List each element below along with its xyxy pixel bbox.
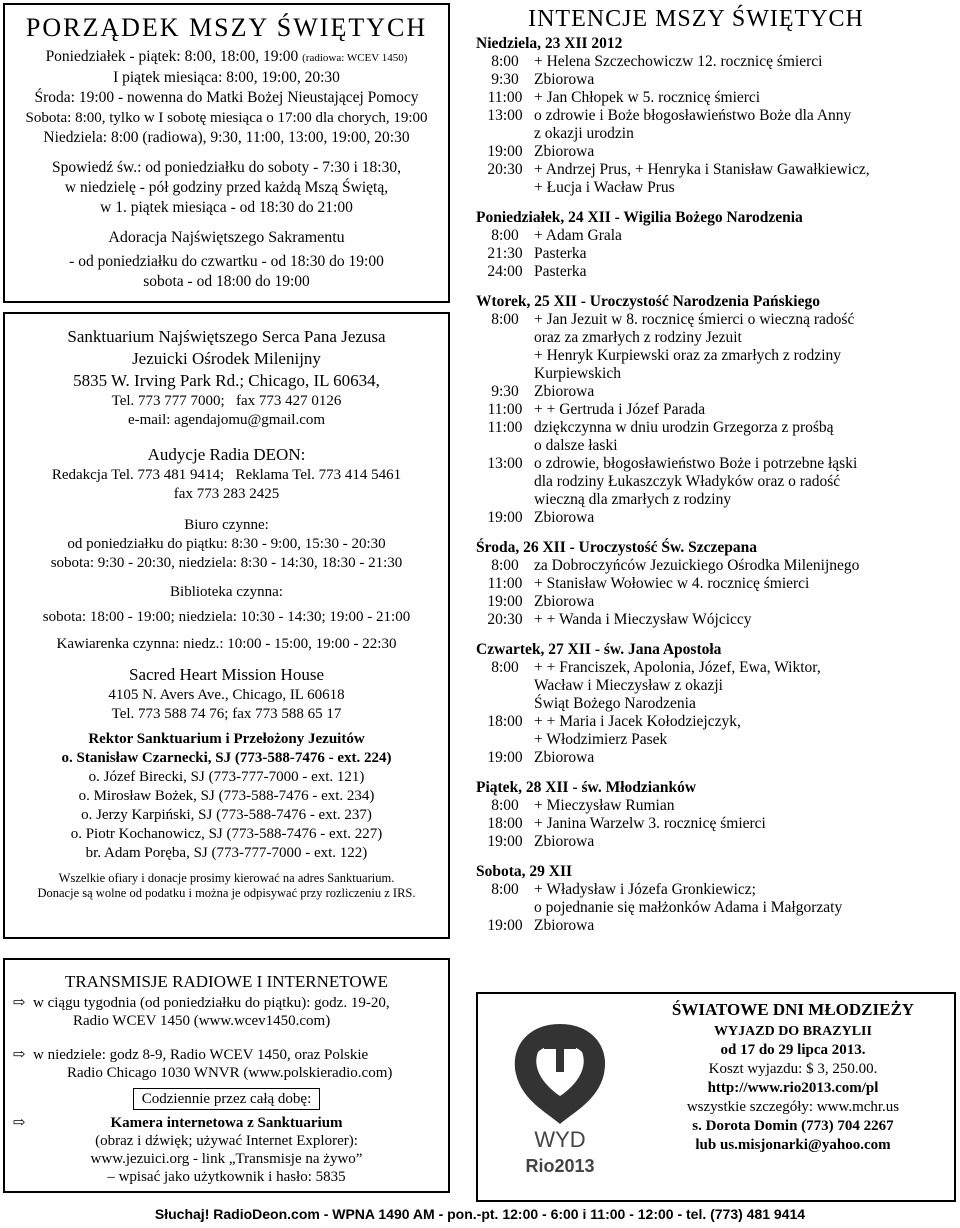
- intention-time: 19:00: [487, 917, 523, 934]
- weekday-text: [33, 994, 390, 1030]
- confession-line: w niedzielę - pół godziny przed każdą Mszą Świętą,: [64, 179, 389, 196]
- priest: br. Adam Poręba, SJ (773-777-7000 - ext. 122): [85, 845, 368, 861]
- footer-text: Słuchaj! RadioDeon.com - WPNA 1490 AM - pon.-pt. 12:00 - 6:00 i 11:00 - 12:00 - tel. (773) 481 9414: [154, 1206, 806, 1222]
- intention-row: [476, 107, 956, 143]
- arrow-right-icon: ⇨: [12, 1047, 26, 1063]
- intention-time: 8:00: [491, 311, 519, 328]
- intention-text: + Adam Grala: [534, 227, 622, 244]
- intention-row: [476, 611, 956, 629]
- wyd-text: [638, 998, 948, 1155]
- intention-row: [476, 659, 956, 713]
- camera-broadcast: [5, 1114, 448, 1186]
- phone: Tel. 773 777 7000; fax 773 427 0126: [111, 393, 342, 409]
- confession-line: Spowiedź św.: od poniedziałku do soboty - 7:30 i 18:30,: [51, 159, 401, 176]
- rector: o. Stanisław Czarnecki, SJ (773-588-7476 - ext. 224): [61, 750, 392, 766]
- intention-row: [476, 383, 956, 401]
- mass-line-saturday: Sobota: 8:00, tylko w I sobotę miesiąca o 17:00 dla chorych, 19:00: [25, 110, 428, 126]
- mission-address: 4105 N. Avers Ave., Chicago, IL 60618: [108, 687, 345, 703]
- intention-row: [476, 53, 956, 71]
- intention-text: + Władysław i Józefa Gronkiewicz; o pojednanie się małżonków Adama i Małgorzaty: [534, 881, 843, 916]
- intention-time: 19:00: [487, 143, 523, 160]
- intention-text: Zbiorowa: [534, 749, 595, 766]
- intention-text: Pasterka: [534, 245, 587, 262]
- intention-day-title: Niedziela, 23 XII 2012: [476, 35, 623, 52]
- intention-time: 13:00: [487, 455, 523, 472]
- arrow-right-icon: ⇨: [12, 995, 26, 1011]
- mass-order-title: PORZĄDEK MSZY ŚWIĘTYCH: [25, 13, 428, 42]
- priest: o. Jerzy Karpiński, SJ (773-588-7476 - ext. 237): [81, 807, 372, 823]
- cafe-hours: Kawiarenka czynna: niedz.: 10:00 - 15:00, 19:00 - 22:30: [56, 636, 397, 652]
- mass-order-box: [3, 3, 450, 303]
- intention-day-title: Sobota, 29 XII: [476, 863, 573, 880]
- library-hours: sobota: 18:00 - 19:00; niedziela: 10:30 - 14:30; 19:00 - 21:00: [42, 609, 411, 625]
- daily-label: Codziennie przez całą dobę:: [133, 1088, 321, 1110]
- intention-time: 13:00: [487, 107, 523, 124]
- intention-row: [476, 593, 956, 611]
- intention-time: 8:00: [491, 557, 519, 574]
- radio-fax: fax 773 283 2425: [173, 486, 280, 502]
- intention-day-title: Piątek, 28 XII - św. Młodzianków: [476, 779, 697, 796]
- office-hours: od poniedziałku do piątku: 8:30 - 9:00, 15:30 - 20:30: [67, 536, 386, 552]
- wyd-logo-subtext: Rio2013: [525, 1156, 595, 1176]
- intention-day-title: Poniedziałek, 24 XII - Wigilia Bożego Narodzenia: [476, 209, 803, 226]
- weekday-broadcast: [5, 994, 448, 1030]
- wyd-contact: s. Dorota Domin (773) 704 2267: [692, 1118, 894, 1134]
- intention-row: [476, 713, 956, 749]
- intention-text: o zdrowie i Boże błogosławieństwo Boże dla Anny z okazji urodzin: [534, 107, 852, 142]
- wyd-logo-text: WYD: [534, 1127, 586, 1152]
- intention-time: 11:00: [487, 575, 523, 592]
- camera-line: – wpisać jako użytkownik i hasło: 5835: [107, 1169, 346, 1185]
- intention-row: [476, 557, 956, 575]
- email: e-mail: agendajomu@gmail.com: [127, 412, 326, 428]
- intention-day-title: Wtorek, 25 XII - Uroczystość Narodzenia Pańskiego: [476, 293, 820, 310]
- intention-text: Zbiorowa: [534, 917, 595, 934]
- broadcast-line: w ciągu tygodnia (od poniedziałku do piątku): godz. 19-20,: [33, 995, 390, 1011]
- intention-time: 18:00: [487, 815, 523, 832]
- library-title: Biblioteka czynna:: [170, 584, 283, 600]
- intention-row: [476, 245, 956, 263]
- sunday-text: [33, 1046, 392, 1082]
- intention-time: 21:30: [487, 245, 523, 262]
- intention-text: Zbiorowa: [534, 833, 595, 850]
- mission-phone: Tel. 773 588 74 76; fax 773 588 65 17: [111, 706, 342, 722]
- center-name: Jezuicki Ośrodek Milenijny: [132, 349, 321, 368]
- intention-time: 19:00: [487, 749, 523, 766]
- sunday-broadcast: [5, 1046, 448, 1082]
- intention-text: + Helena Szczechowiczw 12. rocznicę śmierci: [534, 53, 823, 70]
- intention-day-title: Środa, 26 XII - Uroczystość Św. Szczepana: [476, 539, 758, 556]
- mass-line-weekday: Poniedziałek - piątek: 8:00, 18:00, 19:00: [45, 48, 299, 65]
- arrow-right-icon: ⇨: [12, 1115, 26, 1131]
- intention-time: 20:30: [487, 161, 523, 178]
- mass-line-wednesday: Środa: 19:00 - nowenna do Matki Bożej Nieustającej Pomocy: [34, 89, 419, 106]
- intentions-title: INTENCJE MSZY ŚWIĘTYCH: [528, 6, 864, 32]
- wyd-subtitle: WYJAZD DO BRAZYLII: [714, 1024, 872, 1039]
- intention-text: Zbiorowa: [534, 143, 595, 160]
- broadcast-title: TRANSMISJE RADIOWE I INTERNETOWE: [64, 972, 389, 991]
- intention-time: 11:00: [487, 89, 523, 106]
- intention-row: [476, 575, 956, 593]
- wyd-logo: [498, 1012, 623, 1177]
- intention-row: [476, 311, 956, 383]
- sanctuary-info-box: [3, 312, 450, 939]
- intention-row: [476, 815, 956, 833]
- intention-row: [476, 143, 956, 161]
- intention-time: 19:00: [487, 833, 523, 850]
- wyd-dates: od 17 do 29 lipca 2013.: [720, 1042, 866, 1058]
- broadcast-line: Radio WCEV 1450 (www.wcev1450.com): [73, 1013, 331, 1029]
- wyd-email[interactable]: lub us.misjonarki@yahoo.com: [695, 1137, 891, 1153]
- intention-text: o zdrowie, błogosławieństwo Boże i potrzebne łąski dla rodziny Łukaszczyk Władyków oraz o radość wieczną dla zmarłych z rodziny: [534, 455, 858, 508]
- sanctuary-name: Sanktuarium Najświętszego Serca Pana Jezusa: [67, 327, 386, 346]
- priest: o. Mirosław Bożek, SJ (773-588-7476 - ext. 234): [78, 788, 375, 804]
- intention-text: za Dobroczyńców Jezuickiego Ośrodka Milenijnego: [534, 557, 860, 574]
- intention-row: [476, 917, 956, 935]
- intention-row: [476, 833, 956, 851]
- intention-text: + + Maria i Jacek Kołodziejczyk, + Włodzimierz Pasek: [534, 713, 741, 748]
- wyd-title: ŚWIATOWE DNI MŁODZIEŻY: [671, 1000, 915, 1019]
- priest: o. Piotr Kochanowicz, SJ (773-588-7476 - ext. 227): [70, 826, 383, 842]
- intention-day-title: Czwartek, 27 XII - św. Jana Apostoła: [476, 641, 722, 658]
- intention-row: [476, 455, 956, 509]
- intention-text: Zbiorowa: [534, 593, 595, 610]
- intention-text: + Stanisław Wołowiec w 4. rocznicę śmierci: [534, 575, 810, 592]
- intention-time: 8:00: [491, 227, 519, 244]
- intention-text: + Mieczysław Rumian: [534, 797, 675, 814]
- broadcast-line: Radio Chicago 1030 WNVR (www.polskieradio.com): [67, 1065, 393, 1081]
- office-title: Biuro czynne:: [184, 517, 269, 533]
- adoration-title: Adoracja Najświętszego Sakramentu: [108, 229, 345, 246]
- camera-text: [33, 1114, 448, 1186]
- donation-note: Wszelkie ofiary i donacje prosimy kierować na adres Sanktuarium.: [58, 871, 395, 885]
- intention-text: dziękczynna w dniu urodzin Grzegorza z prośbą o dalsze łaski: [534, 419, 834, 454]
- intention-time: 20:30: [487, 611, 523, 628]
- intention-row: [476, 797, 956, 815]
- intention-time: 18:00: [487, 713, 523, 730]
- intention-row: [476, 89, 956, 107]
- intention-time: 8:00: [491, 797, 519, 814]
- camera-line: (obraz i dźwięk; używać Internet Explorer):: [95, 1133, 358, 1149]
- intention-text: + Andrzej Prus, + Henryka i Stanisław Gawałkiewicz, + Łucja i Wacław Prus: [534, 161, 870, 196]
- office-hours: sobota: 9:30 - 20:30, niedziela: 8:30 - 14:30, 18:30 - 21:30: [50, 555, 403, 571]
- mass-weekday: [5, 47, 448, 68]
- radio-phones: Redakcja Tel. 773 481 9414; Reklama Tel. 773 414 5461: [51, 467, 402, 483]
- intention-text: + + Gertruda i Józef Parada: [534, 401, 706, 418]
- intention-row: [476, 71, 956, 89]
- radio-note: (radiowa: WCEV 1450): [302, 52, 408, 64]
- intention-time: 9:30: [491, 71, 519, 88]
- address: 5835 W. Irving Park Rd.; Chicago, IL 60634,: [73, 371, 380, 390]
- intention-row: [476, 401, 956, 419]
- intention-text: Zbiorowa: [534, 383, 595, 400]
- broadcast-box: [3, 958, 450, 1193]
- intention-row: [476, 749, 956, 767]
- adoration-line: sobota - od 18:00 do 19:00: [143, 273, 310, 290]
- intention-time: 8:00: [491, 881, 519, 898]
- intention-time: 19:00: [487, 593, 523, 610]
- intention-row: [476, 419, 956, 455]
- mass-line-sunday: Niedziela: 8:00 (radiowa), 9:30, 11:00, 13:00, 19:00, 20:30: [43, 129, 410, 146]
- intention-text: Zbiorowa: [534, 509, 595, 526]
- intention-text: + Jan Chłopek w 5. rocznicę śmierci: [534, 89, 761, 106]
- radio-title: Audycje Radia DEON:: [147, 445, 306, 464]
- wyd-url[interactable]: http://www.rio2013.com/pl: [707, 1080, 879, 1096]
- intention-text: + + Wanda i Mieczysław Wójciccy: [534, 611, 752, 628]
- camera-link[interactable]: www.jezuici.org - link „Transmisje na żywo”: [90, 1151, 363, 1167]
- camera-title: Kamera internetowa z Sanktuarium: [110, 1115, 343, 1131]
- intention-row: [476, 509, 956, 527]
- wyd-cost: Koszt wyjazdu: $ 3, 250.00.: [708, 1061, 878, 1077]
- intention-text: + Jan Jezuit w 8. rocznicę śmierci o wieczną radość oraz za zmarłych z rodziny Jezuit + Henryk Kurpiewski oraz za zmarłych z rodziny Kurpiewskich: [534, 311, 855, 382]
- mission-title: Sacred Heart Mission House: [129, 665, 324, 684]
- intention-text: + + Franciszek, Apolonia, Józef, Ewa, Wiktor, Wacław i Mieczysław z okazji Świąt Bożego Narodzenia: [534, 659, 821, 712]
- adoration-line: - od poniedziałku do czwartku - od 18:30 do 19:00: [69, 253, 384, 270]
- broadcast-line: w niedziele: godz 8-9, Radio WCEV 1450, oraz Polskie: [33, 1047, 369, 1063]
- intention-row: [476, 263, 956, 281]
- intention-time: 8:00: [491, 53, 519, 70]
- priest: o. Józef Birecki, SJ (773-777-7000 - ext. 121): [88, 769, 365, 785]
- wyd-box: [476, 992, 956, 1202]
- rector-title: Rektor Sanktuarium i Przełożony Jezuitów: [88, 731, 365, 747]
- intention-text: Pasterka: [534, 263, 587, 280]
- intention-time: 24:00: [487, 263, 523, 280]
- intention-time: 19:00: [487, 509, 523, 526]
- intention-text: + Janina Warzelw 3. rocznicę śmierci: [534, 815, 766, 832]
- intention-time: 11:00: [487, 419, 523, 436]
- intention-row: [476, 161, 956, 197]
- intentions-list: [476, 35, 956, 935]
- wyd-details: wszystkie szczegóły: www.mchr.us: [686, 1099, 900, 1115]
- confession-line: w 1. piątek miesiąca - od 18:30 do 21:00: [100, 199, 353, 216]
- intention-row: [476, 881, 956, 917]
- intention-time: 9:30: [491, 383, 519, 400]
- intention-text: Zbiorowa: [534, 71, 595, 88]
- mass-line-first-friday: I piątek miesiąca: 8:00, 19:00, 20:30: [113, 69, 340, 86]
- intentions-section: [476, 3, 956, 935]
- donation-note: Donacje są wolne od podatku i można je odpisywać przy rozliczeniu z IRS.: [37, 886, 416, 900]
- intention-row: [476, 227, 956, 245]
- intention-time: 11:00: [487, 401, 523, 418]
- intention-time: 8:00: [491, 659, 519, 676]
